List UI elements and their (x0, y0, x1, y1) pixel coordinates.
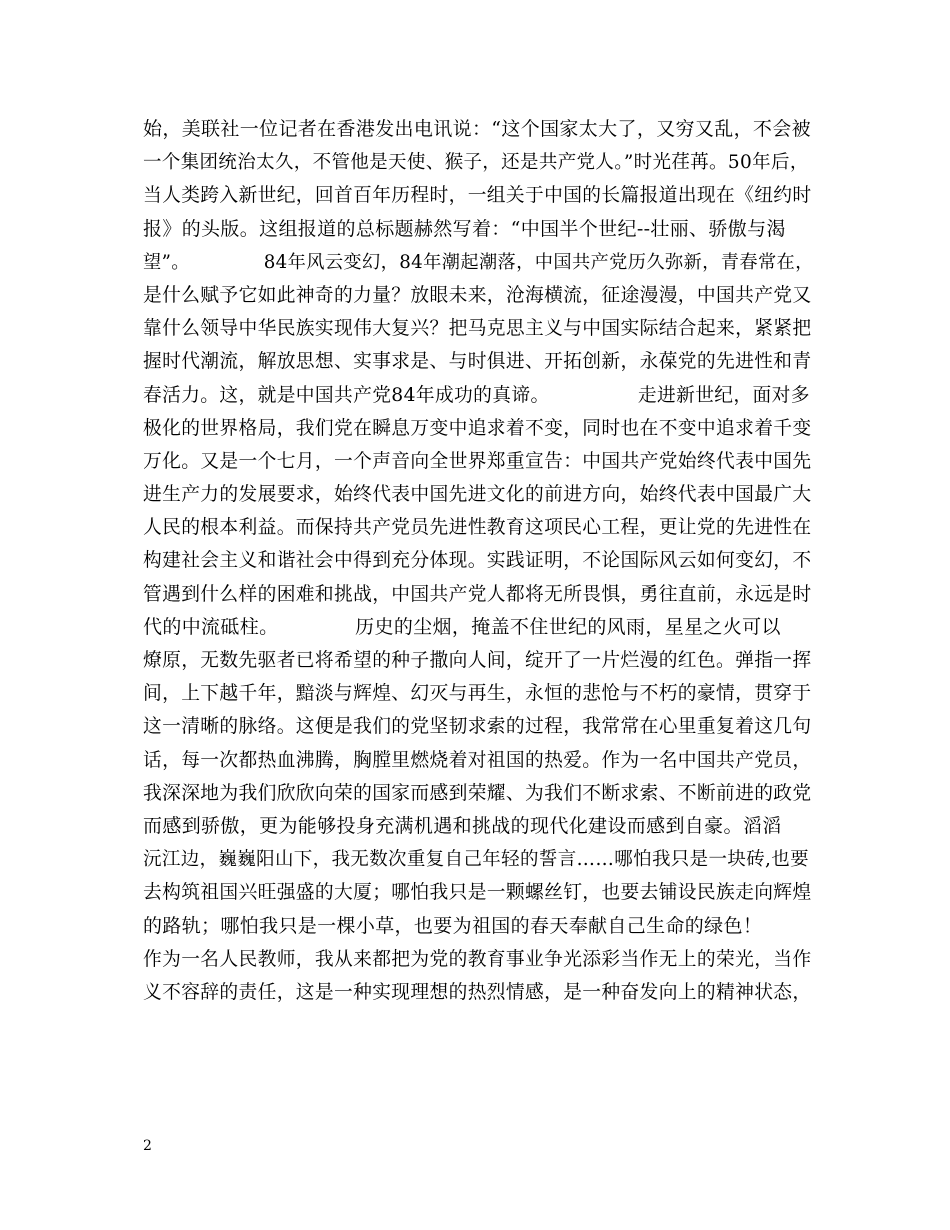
page-number: 2 (143, 1138, 152, 1154)
text-line: 代的中流砥柱。 历史的尘烟，掩盖不住世纪的风雨，星星之火可以 (143, 615, 781, 638)
text-line: 极化的世界格局，我们党在瞬息万变中追求着不变，同时也在不变中追求着千变 (143, 417, 812, 439)
text-line: 一个集团统治太久，不管他是天使、猴子，还是共产党人。”时光荏苒。50年后， (143, 152, 809, 174)
text-line: 春活力。这，就是中国共产党84年成功的真谛。 走进新世纪，面对多 (143, 384, 810, 406)
text-line: 构建社会主义和谐社会中得到充分体现。实践证明，不论国际风云如何变幻，不 (143, 550, 812, 572)
text-line: 话，每一次都热血沸腾，胸膛里燃烧着对祖国的热爱。作为一名中国共产党员， (143, 749, 812, 771)
text-line: 间，上下越千年，黯淡与辉煌、幻灭与再生，永恒的悲怆与不朽的豪情，贯穿于 (143, 683, 812, 705)
text-line: 去构筑祖国兴旺强盛的大厦；哪怕我只是一颗螺丝钉，也要去铺设民族走向辉煌 (143, 882, 812, 904)
text-line: 始，美联社一位记者在香港发出电讯说：“这个国家太大了，又穷又乱，不会被 (143, 118, 811, 140)
text-line: 义不容辞的责任，这是一种实现理想的热烈情感，是一种奋发向上的精神状态， (143, 981, 812, 1003)
text-line: 靠什么领导中华民族实现伟大复兴？把马克思主义与中国实际结合起来，紧紧把 (143, 318, 812, 340)
text-line: 这一清晰的脉络。这便是我们的党坚韧求索的过程，我常常在心里重复着这几句 (143, 716, 812, 738)
text-line: 是什么赋予它如此神奇的力量？放眼未来，沧海横流，征途漫漫，中国共产党又 (143, 284, 812, 306)
text-line: 望”。 84年风云变幻，84年潮起潮落，中国共产党历久弥新，青春常在， (143, 251, 814, 273)
text-line: 的路轨；哪怕我只是一棵小草，也要为祖国的春天奉献自己生命的绿色！ (143, 914, 763, 937)
text-line: 当人类跨入新世纪，回首百年历程时，一组关于中国的长篇报道出现在《纽约时 (143, 185, 812, 207)
text-line: 沅江边，巍巍阳山下，我无数次重复自己年轻的誓言……哪怕我只是一块砖,也要 (143, 849, 809, 871)
body-text (143, 113, 814, 1009)
text-line: 人民的根本利益。而保持共产党员先进性教育这项民心工程，更让党的先进性在 (143, 517, 812, 539)
text-line: 而感到骄傲，更为能够投身充满机遇和挑战的现代化建设而感到自豪。滔滔 (143, 814, 782, 837)
text-line: 握时代潮流，解放思想、实事求是、与时俱进、开拓创新，永葆党的先进性和青 (143, 351, 812, 373)
text-line: 报》的头版。这组报道的总标题赫然写着：“中国半个世纪--壮丽、骄傲与渴 (143, 217, 786, 240)
text-line: 管遇到什么样的困难和挑战，中国共产党人都将无所畏惧，勇往直前，永远是时 (143, 583, 812, 605)
text-line: 进生产力的发展要求，始终代表中国先进文化的前进方向，始终代表中国最广大 (143, 484, 812, 506)
text-line: 作为一名人民教师，我从来都把为党的教育事业争光添彩当作无上的荣光，当作 (143, 948, 812, 970)
text-line: 万化。又是一个七月，一个声音向全世界郑重宣告：中国共产党始终代表中国先 (143, 450, 812, 472)
text-line: 我深深地为我们欣欣向荣的国家而感到荣耀、为我们不断求索、不断前进的政党 (143, 782, 812, 804)
text-line: 燎原，无数先驱者已将希望的种子撒向人间，绽开了一片烂漫的红色。弹指一挥 (143, 650, 812, 671)
